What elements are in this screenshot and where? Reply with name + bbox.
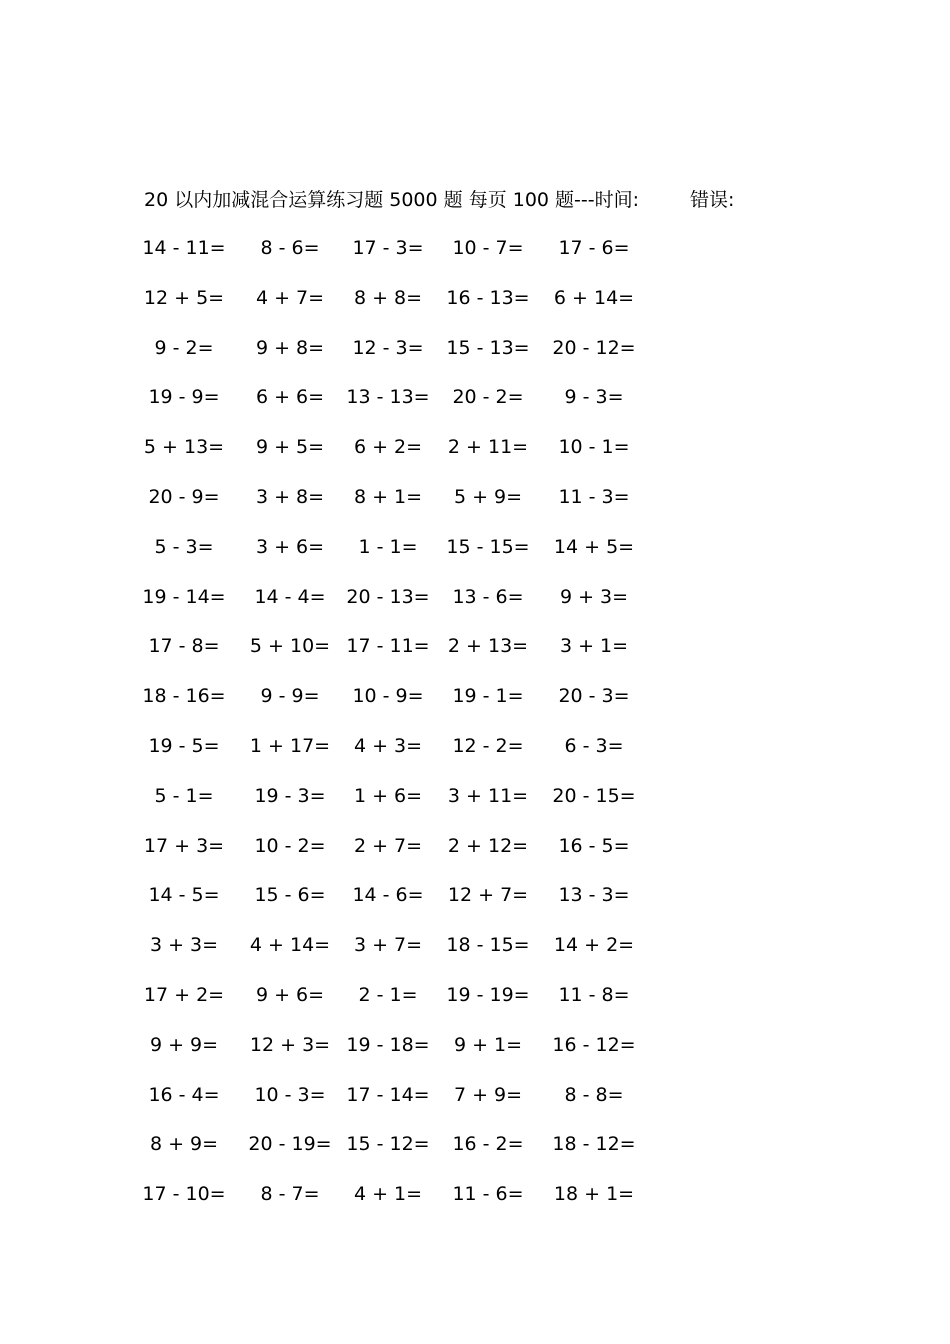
problem: 15 - 15= — [446, 535, 530, 558]
problem: 18 - 12= — [552, 1133, 636, 1156]
problem: 13 - 3= — [558, 884, 630, 907]
problem: 14 + 2= — [553, 934, 635, 957]
problem: 10 - 2= — [254, 834, 326, 857]
problem: 16 - 2= — [452, 1133, 524, 1156]
problem: 9 + 8= — [255, 336, 325, 359]
problem: 12 + 3= — [249, 1033, 331, 1056]
problem: 11 - 8= — [558, 983, 630, 1006]
problem: 3 + 3= — [149, 934, 219, 957]
problem: 5 + 9= — [453, 485, 523, 508]
problem: 14 - 11= — [142, 237, 226, 259]
problem: 8 - 7= — [260, 1183, 320, 1206]
problem: 16 - 12= — [552, 1033, 636, 1056]
problem: 15 - 12= — [346, 1133, 430, 1156]
problem: 1 + 17= — [249, 734, 331, 757]
problem: 3 + 6= — [255, 535, 325, 558]
problem: 10 - 7= — [452, 237, 524, 259]
problem: 3 + 8= — [255, 485, 325, 508]
problem: 17 - 14= — [346, 1083, 430, 1106]
worksheet-title: 20 以内加减混合运算练习题 5000 题 每页 100 题---时间: — [144, 189, 640, 211]
problem: 8 - 8= — [564, 1083, 624, 1106]
problem: 11 - 3= — [558, 485, 630, 508]
problem: 5 + 13= — [143, 436, 225, 459]
problem: 6 + 14= — [553, 286, 635, 309]
problem: 6 - 3= — [564, 734, 624, 757]
problem: 14 - 5= — [148, 884, 220, 907]
problem: 2 + 12= — [447, 834, 529, 857]
problem: 17 - 8= — [148, 635, 220, 658]
problem: 20 - 3= — [558, 685, 630, 708]
problem: 11 - 6= — [452, 1183, 524, 1206]
problem: 16 - 5= — [558, 834, 630, 857]
problem: 2 - 1= — [358, 983, 418, 1006]
problem: 10 - 1= — [558, 436, 630, 459]
problem: 3 + 1= — [559, 635, 629, 658]
problem: 9 + 5= — [255, 436, 325, 459]
problem: 13 - 13= — [346, 386, 430, 409]
problem: 4 + 1= — [353, 1183, 423, 1206]
problem: 14 + 5= — [553, 535, 635, 558]
problem: 16 - 13= — [446, 286, 530, 309]
problem: 8 + 8= — [353, 286, 423, 309]
problem: 8 + 9= — [149, 1133, 219, 1156]
problem: 9 + 9= — [149, 1033, 219, 1056]
problem: 18 + 1= — [553, 1183, 635, 1206]
problem: 8 + 1= — [353, 485, 423, 508]
problem: 2 + 7= — [353, 834, 423, 857]
problem: 1 - 1= — [358, 535, 418, 558]
problem: 17 + 2= — [143, 983, 225, 1006]
problem: 18 - 16= — [142, 685, 226, 708]
problem: 15 - 6= — [254, 884, 326, 907]
problem: 20 - 13= — [346, 585, 430, 608]
problem: 9 - 9= — [260, 685, 320, 708]
problem: 9 - 3= — [564, 386, 624, 409]
problem: 6 + 6= — [255, 386, 325, 409]
problem: 19 - 1= — [452, 685, 524, 708]
problem: 18 - 15= — [446, 934, 530, 957]
problem: 9 + 3= — [559, 585, 629, 608]
problem: 17 - 6= — [558, 237, 630, 259]
problem: 4 + 7= — [255, 286, 325, 309]
problem: 10 - 3= — [254, 1083, 326, 1106]
problem: 5 - 1= — [154, 784, 214, 807]
problem: 17 - 10= — [142, 1183, 226, 1206]
problem: 20 - 19= — [248, 1133, 332, 1156]
problem: 14 - 6= — [352, 884, 424, 907]
problem: 20 - 12= — [552, 336, 636, 359]
problem: 1 + 6= — [353, 784, 423, 807]
problem: 17 - 3= — [352, 237, 424, 259]
problem: 8 - 6= — [260, 237, 320, 259]
problem: 3 + 11= — [447, 784, 529, 807]
problem: 19 - 9= — [148, 386, 220, 409]
problem: 20 - 15= — [552, 784, 636, 807]
problem: 12 + 7= — [447, 884, 529, 907]
problem: 19 - 19= — [446, 983, 530, 1006]
problem: 19 - 3= — [254, 784, 326, 807]
problem: 12 - 2= — [452, 734, 524, 757]
worksheet-header — [144, 186, 735, 214]
problem: 19 - 18= — [346, 1033, 430, 1056]
problem: 20 - 2= — [452, 386, 524, 409]
problem: 5 + 10= — [249, 635, 331, 658]
problem: 19 - 14= — [142, 585, 226, 608]
problem: 19 - 5= — [148, 734, 220, 757]
errors-label: 错误: — [690, 189, 735, 211]
problem: 4 + 3= — [353, 734, 423, 757]
problem: 4 + 14= — [249, 934, 331, 957]
problem: 12 + 5= — [143, 286, 225, 309]
problem: 2 + 13= — [447, 635, 529, 658]
problem: 15 - 13= — [446, 336, 530, 359]
problem: 10 - 9= — [352, 685, 424, 708]
problem: 9 + 6= — [255, 983, 325, 1006]
problem: 14 - 4= — [254, 585, 326, 608]
problem: 20 - 9= — [148, 485, 220, 508]
problem: 7 + 9= — [453, 1083, 523, 1106]
problem: 17 - 11= — [346, 635, 430, 658]
problem: 9 + 1= — [453, 1033, 523, 1056]
problem: 6 + 2= — [353, 436, 423, 459]
problem: 13 - 6= — [452, 585, 524, 608]
problem: 3 + 7= — [353, 934, 423, 957]
problem: 9 - 2= — [154, 336, 214, 359]
problem: 12 - 3= — [352, 336, 424, 359]
problem: 16 - 4= — [148, 1083, 220, 1106]
problem: 17 + 3= — [143, 834, 225, 857]
problem: 5 - 3= — [154, 535, 214, 558]
problem: 2 + 11= — [447, 436, 529, 459]
